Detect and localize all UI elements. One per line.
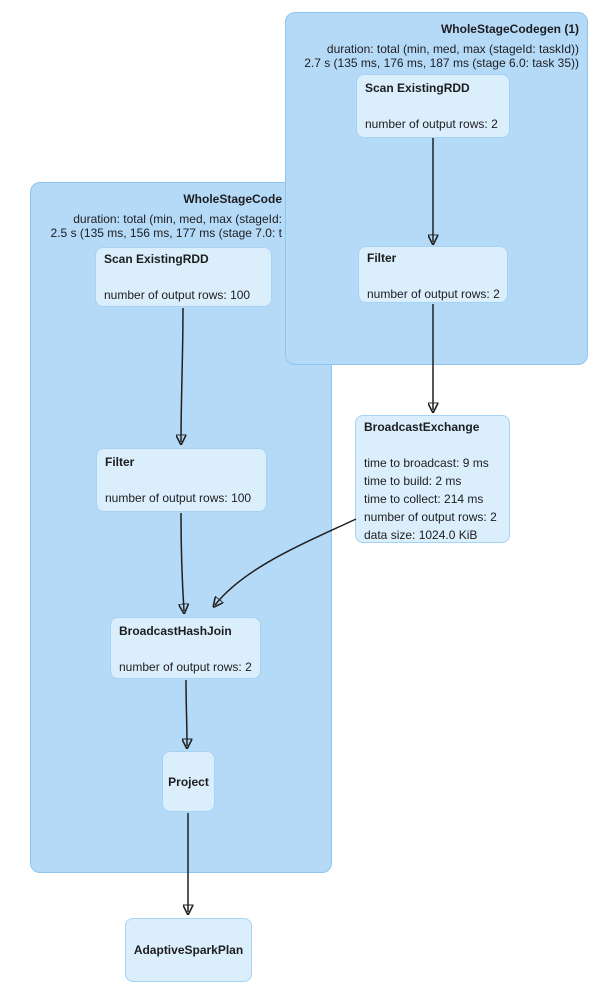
node-broadcastexchange[interactable]	[355, 415, 510, 543]
node-metric: time to build: 2 ms	[364, 474, 462, 488]
cluster-wholestagecodegen-1	[285, 12, 588, 365]
node-title: Filter	[105, 455, 135, 469]
node-filter-2[interactable]	[96, 448, 267, 512]
cluster-duration	[249, 42, 579, 70]
node-scan-existingrdd-2[interactable]	[95, 247, 272, 307]
node-metric: number of output rows: 100	[105, 491, 252, 505]
cluster-duration-line: duration: total (min, med, max (stageId: taskId))	[326, 42, 579, 56]
cluster-title: WholeStageCodegen (1)	[440, 22, 579, 36]
node-broadcasthashjoin[interactable]	[110, 617, 261, 679]
node-title: Project	[168, 774, 209, 789]
node-title: BroadcastExchange	[364, 420, 480, 434]
node-metric: number of output rows: 2	[367, 287, 500, 301]
node-metric: number of output rows: 2	[119, 660, 252, 674]
cluster-duration-line: duration: total (min, med, max (stageId:	[73, 212, 282, 226]
node-metric: number of output rows: 2	[364, 510, 497, 524]
node-title: Scan ExistingRDD	[365, 81, 470, 95]
node-metric: data size: 1024.0 KiB	[364, 528, 478, 542]
node-metric: time to collect: 214 ms	[364, 492, 484, 506]
node-project[interactable]	[162, 751, 215, 812]
node-title: AdaptiveSparkPlan	[133, 943, 244, 957]
cluster-duration-line: 2.7 s (135 ms, 176 ms, 187 ms (stage 6.0: task 35))	[304, 56, 579, 70]
cluster-title: WholeStageCode	[183, 192, 282, 206]
cluster-header	[0, 192, 282, 240]
node-filter-1[interactable]	[358, 246, 508, 303]
cluster-duration	[0, 212, 282, 240]
cluster-duration-line: 2.5 s (135 ms, 156 ms, 177 ms (stage 7.0: t	[50, 226, 282, 240]
cluster-header	[249, 22, 579, 70]
node-scan-existingrdd-1[interactable]	[356, 74, 510, 138]
node-title: Scan ExistingRDD	[104, 252, 209, 266]
node-metric: number of output rows: 100	[104, 288, 251, 302]
node-metric: time to broadcast: 9 ms	[364, 456, 489, 470]
node-title: BroadcastHashJoin	[119, 624, 232, 638]
node-title: Filter	[367, 251, 397, 265]
node-metric: number of output rows: 2	[365, 117, 498, 131]
node-adaptivesparkplan[interactable]	[125, 918, 252, 982]
